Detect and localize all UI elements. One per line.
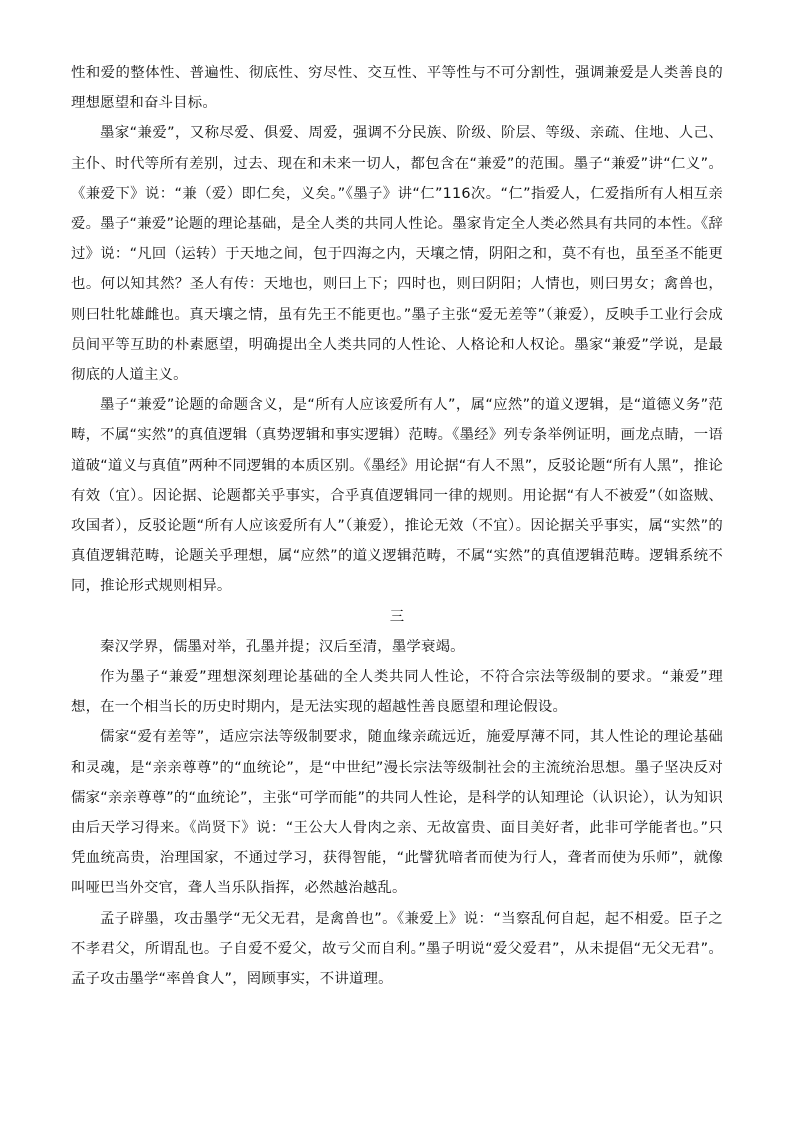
paragraph-confucian-contrast: 儒家“爱有差等”，适应宗法等级制要求，随血缘亲疏远近，施爱厚薄不同，其人性论的理论基础和灵魂，是“亲亲尊尊”的“血统论”，是“中世纪”漫长宗法等级制社会的主流统治思想。墨子坚决反对儒家“亲亲尊尊”的“血统论”，主张“可学而能”的共同人性论，是科学的认知理论（认识论），认为知识由后天学习得来。《尚贤下》说：“王公大人骨肉之亲、无故富贵、面目美好者，此非可学能者也。”只凭血统高贵，治理国家，不通过学习，获得智能，“此譬犹喑者而使为行人，聋者而使为乐师”，就像叫哑巴当外交官，聋人当乐队指挥，必然越治越乱。 [71, 729, 723, 897]
paragraph-qin-han: 秦汉学界，儒墨对举，孔墨并提；汉后至清，墨学衰竭。 [100, 638, 465, 655]
paragraph-continuation: 性和爱的整体性、普遍性、彻底性、穷尽性、交互性、平等性与不可分割性，强调兼爱是人类善良的理想愿望和奋斗目标。 [71, 65, 723, 112]
paragraph-human-nature: 作为墨子“兼爱”理想深刻理论基础的全人类共同人性论，不符合宗法等级制的要求。“兼爱”理想，在一个相当长的历史时期内，是无法实现的超越性善良愿望和理论假设。 [71, 669, 723, 716]
section-heading: 三 [389, 608, 405, 625]
document-page [71, 58, 723, 994]
paragraph-jianai-definition: 墨家“兼爱”，又称尽爱、俱爱、周爱，强调不分民族、阶级、阶层、等级、亲疏、住地、人己、主仆、时代等所有差别，过去、现在和未来一切人，都包含在“兼爱”的范围。墨子“兼爱”讲“仁义”。《兼爱下》说：“兼（爱）即仁矣，义矣。”《墨子》讲“仁”116次。“仁”指爱人，仁爱指所有人相互亲爱。墨子“兼爱”论题的理论基础，是全人类的共同人性论。墨家肯定全人类必然具有共同的本性。《辞过》说：“凡回（运转）于天地之间，包于四海之内，天壤之情，阴阳之和，莫不有也，虽至圣不能更也。何以知其然？圣人有传：天地也，则曰上下；四时也，则曰阴阳；人情也，则曰男女；禽兽也，则曰牡牝雄雌也。真天壤之情，虽有先王不能更也。”墨子主张“爱无差等”（兼爱），反映手工业行会成员间平等互助的朴素愿望，明确提出全人类共同的人性论、人格论和人权论。墨家“兼爱”学说，是最彻底的人道主义。 [71, 125, 723, 384]
paragraph-mencius-criticism: 孟子辟墨，攻击墨学“无父无君，是禽兽也”。《兼爱上》说：“当察乱何自起，起不相爱。臣子之不孝君父，所谓乱也。子自爱不爱父，故亏父而自利。”墨子明说“爱父爱君”，从未提倡“无父无君”。孟子攻击墨学“率兽食人”，罔顾事实，不讲道理。 [71, 910, 723, 988]
paragraph-jianai-logic: 墨子“兼爱”论题的命题含义，是“所有人应该爱所有人”，属“应然”的道义逻辑，是“道德义务”范畴，不属“实然”的真值逻辑（真势逻辑和事实逻辑）范畴。《墨经》列专条举例证明，画龙点睛，一语道破“道义与真值”两种不同逻辑的本质区别。《墨经》用论据“有人不黑”，反驳论题“所有人黑”，推论有效（宜）。因论据、论题都关乎事实，合乎真值逻辑同一律的规则。用论据“有人不被爱”（如盗贼、攻国者），反驳论题“所有人应该爱所有人”（兼爱），推论无效（不宜）。因论据关乎事实，属“实然”的真值逻辑范畴，论题关乎理想，属“应然”的道义逻辑范畴，不属“实然”的真值逻辑范畴。逻辑系统不同，推论形式规则相异。 [71, 397, 723, 595]
